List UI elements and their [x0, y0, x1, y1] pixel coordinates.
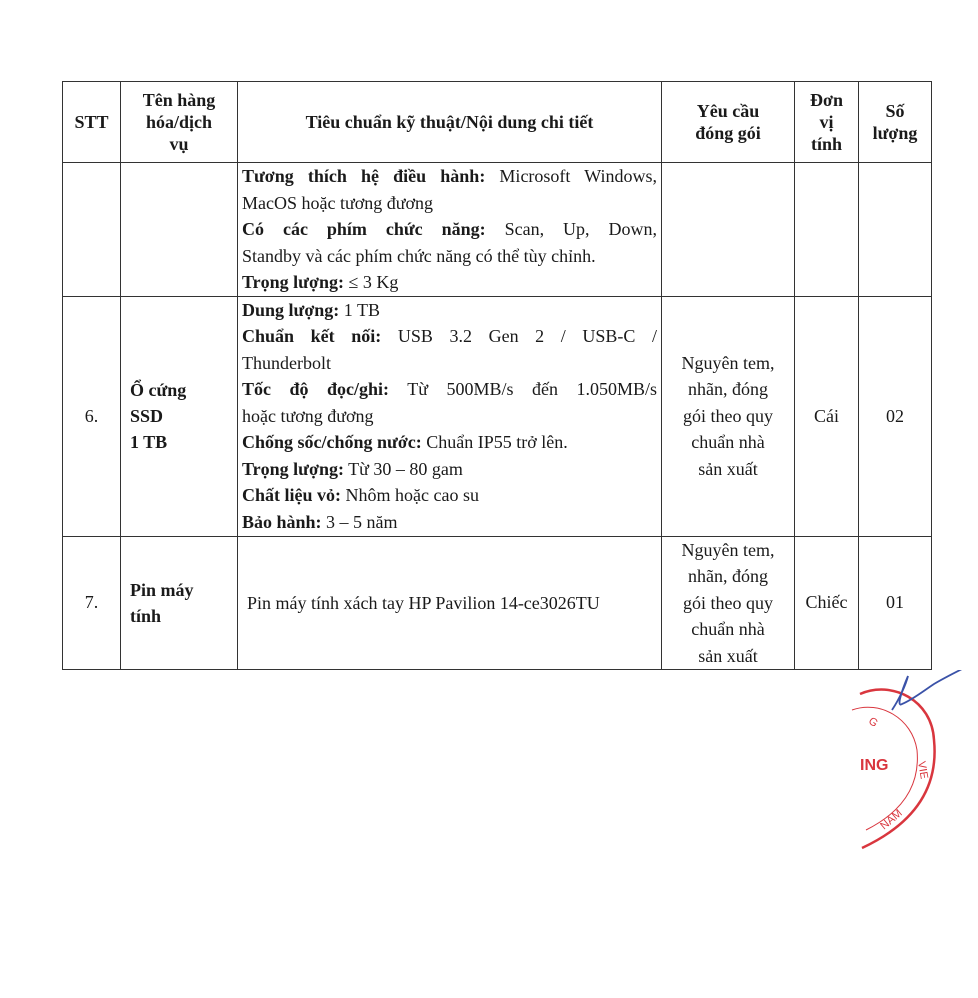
row-6-stt: 6. [63, 296, 121, 536]
specification-table [62, 81, 932, 670]
spec-line-shock: Chống sốc/chống nước: Chuẩn IP55 trở lên. [242, 432, 568, 452]
spec-line-material: Chất liệu vỏ: Nhôm hoặc cao su [242, 485, 479, 505]
table-row-continued [63, 163, 932, 297]
header-row [63, 82, 932, 163]
spec-line-os-2: MacOS hoặc tương đương [242, 192, 434, 213]
row-6-unit: Cái [795, 296, 859, 536]
row-7-quantity: 01 [859, 536, 932, 670]
spec-line-connection-2: Thunderbolt [242, 352, 331, 373]
spec-line-warranty: Bảo hành: 3 – 5 năm [242, 511, 398, 532]
stamp-center-text: ING [860, 757, 889, 774]
row-6-packaging: Nguyên tem, nhãn, đóng gói theo quy chuẩn nhà sản xuất [662, 296, 795, 536]
row-7-name: Pin máy tính [121, 536, 238, 670]
header-qty: Số lượng [859, 82, 932, 163]
spec-line-weight: Trọng lượng: Từ 30 – 80 gam [242, 458, 463, 479]
header-unit: Đơn vị tính [795, 82, 859, 163]
spec-line-os-1: Tương thích hệ điều hành: Microsoft Windows, [242, 166, 657, 186]
stamp-ring-text-top: G [866, 715, 880, 730]
spec-line-capacity: Dung lượng: 1 TB [242, 299, 380, 320]
header-spec: Tiêu chuẩn kỹ thuật/Nội dung chi tiết [238, 82, 662, 163]
row-7-packaging: Nguyên tem, nhãn, đóng gói theo quy chuẩn nhà sản xuất [662, 536, 795, 670]
signature-stroke [892, 670, 968, 710]
header-pack: Yêu cầu đóng gói [662, 82, 795, 163]
row-6-quantity: 02 [859, 296, 932, 536]
table-row [63, 536, 932, 670]
spec-line-keys-2: Standby và các phím chức năng có thể tùy chỉnh. [242, 245, 596, 266]
header-name: Tên hàng hóa/dịch vụ [121, 82, 238, 163]
spec-line-speed-1: Tốc độ đọc/ghi: Từ 500MB/s đến 1.050MB/s [242, 379, 658, 399]
spec-line-speed-2: hoặc tương đương [242, 405, 374, 426]
spec-line-keys-1: Có các phím chức năng: Scan, Up, Down, [242, 219, 657, 239]
row-6-spec [238, 296, 662, 536]
stamp-ring-text-right: VIE [915, 760, 930, 780]
table-row [63, 296, 932, 536]
spec-cell-continued [238, 163, 662, 297]
header-stt: STT [63, 82, 121, 163]
spec-line-weight: Trọng lượng: ≤ 3 Kg [242, 272, 399, 292]
company-stamp [822, 670, 972, 860]
row-7-unit: Chiếc [795, 536, 859, 670]
row-7-spec: Pin máy tính xách tay HP Pavilion 14-ce3026TU [238, 536, 662, 670]
spec-line-connection-1: Chuẩn kết nối: USB 3.2 Gen 2 / USB-C / [242, 326, 658, 346]
row-6-name: Ổ cứng SSD 1 TB [121, 296, 238, 536]
row-7-stt: 7. [63, 536, 121, 670]
stamp-ring-text-bottom: NAM [878, 807, 905, 833]
